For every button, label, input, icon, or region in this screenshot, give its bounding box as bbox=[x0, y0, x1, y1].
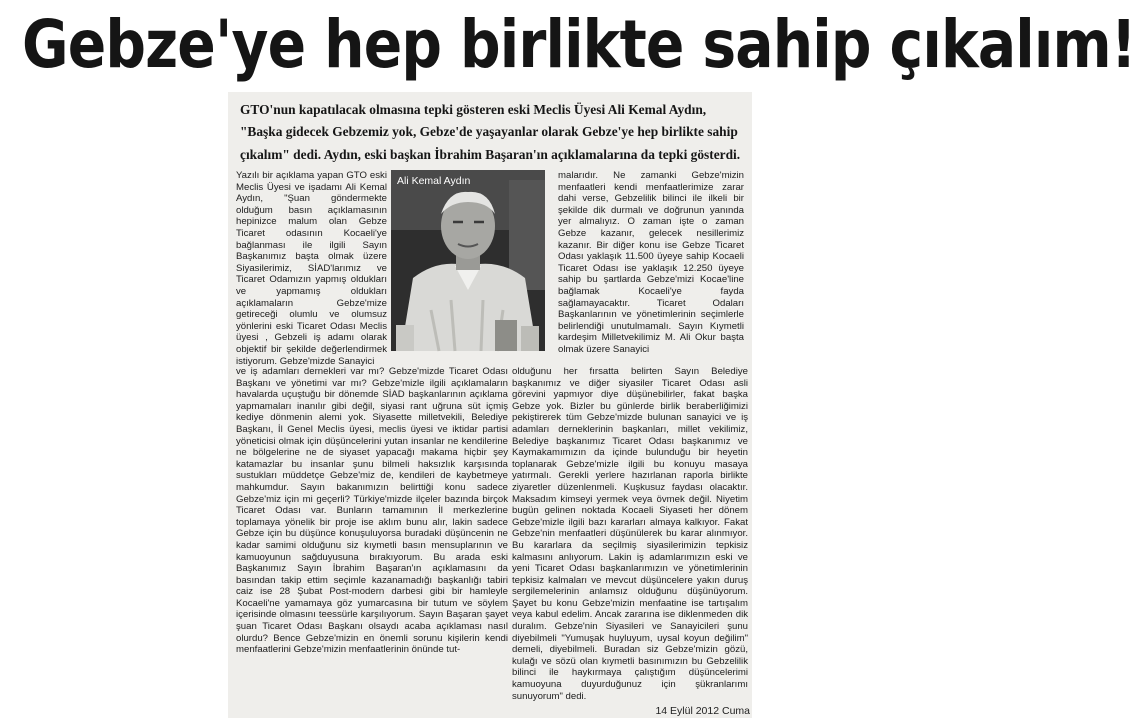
body-column-4: olduğunu her fırsatta belirten Sayın Belediye başkanımız ve diğer siyasiler Ticaret Odası asli görevini yapmıyor diye düşünebilirler, fakat başka Gebze yok. Bizler bu günlerde birlik beraberliğimizi pekiştirerek tüm Gebze'mizde bulunan sanayici ve iş adamları derneklerinin başkanları, millet vekilimiz, Belediye başkanımız Ticaret Odası başkanımız ve Kaymakamımızın da içinde bulunduğu bir heyetin toplanarak Gebze'mizle ilgili bu konuyu masaya yatırmalı. Gerekli yerlere hazırlanan raporla birlikte ziyaretler düzenlenmeli. Kuşkusuz faydası olacaktır. Maksadım kimseyi yermek veya övmek değil. Niyetim bugün gelinen noktada Kocaeli Siyaseti her dönem Gebze'mizle ilgili bazı kararları almaya kalkıyor. Fakat Gebze'nin menfaatleri düşünülerek bu karar alınmıyor. Bu kararlara da seçilmiş siyasilerimizin tepkisiz kalmasını anlıyorum. Lakin iş adamlarımızın eski ve yeni Ticaret Odası başkanlarımızın ve yönetimlerinin tepkisiz kalmaları ve mevcut düşüncelere yakın duruş sergilemelerinin anlamsız olduğunu düşünüyorum. Şayet bu konu Gebze'mizin menfaatine ise tartışalım veya kabul edelim. Ancak zararına ise diklenmeden dik duralım. Gebze'nin Siyasileri ve Sanayicileri şunu diyebilmeli "Yumuşak huyluyum, uysal koyun değilim" demeli, diyebilmeli. Buradan siz Gebze'mizin gözü, kulağı ve sözü olan kıymetli basınımızın bu Gebzelilik bilinci ile haykırmaya çalıştığım düşüncelerimi kamuoyuna duyurduğunuz için şükranlarımı sunuyorum" dedi. bbox=[512, 366, 748, 702]
body-column-1: Yazılı bir açıklama yapan GTO eski Meclis Üyesi ve işadamı Ali Kemal Aydın, "Şuan göndermekte olduğum basın açıklamasının hepinizce malum olan Gebze Ticaret odasının Kocaeli'ye bağlanması ile ilgili Sayın Başkanımız başta olmak üzere Siyasilerimiz, SİAD'larımız ve Ticaret Odamızın yapmış oldukları ve yapmamış oldukları açıklamaların Gebze'mize getireceği olumlu ve olumsuz yönlerini eski Ticaret Odası Meclis üyesi , Gebzeli iş adamı olarak objektif bir şekilde değerlendirmek istiyorum. Gebze'mizde Sanayici bbox=[236, 170, 387, 367]
lead-paragraph: GTO'nun kapatılacak olmasına tepki gösteren eski Meclis Üyesi Ali Kemal Aydın, "Başka gidecek Gebzemiz yok, Gebze'de yaşayanlar olarak Gebze'ye hep birlikte sahip çıkalım" dedi. Aydın, eski başkan İbrahim Başaran'ın açıklamalarına da tepki gösterdi. bbox=[240, 102, 741, 162]
headline: Gebze'ye hep birlikte sahip çıkalım! bbox=[22, 6, 1136, 83]
body-column-3: ve iş adamları dernekleri var mı? Gebze'mizde Ticaret Odası Başkanı ve yönetimi var mı? Gebze'mizle ilgili açıklamaların havalarda uçuştuğu bir dönemde SİAD başkanlarının açıklama yapmamaları inanılır gibi değil, siyasi rant uğruna süt içmiş kediye dönmenin alemi yok. Siyasette milletvekili, Belediye Başkanı, İl Genel Meclis üyesi, meclis üyesi ve iktidar partisi yöneticisi olmak için düşüncelerini yutan insanlar ne kendilerine ne bölgelerine ne de siyaset yapacağı makama hiçbir şey katamazlar bu insanlar şunu bilmeli haksızlık karşısında sustukları müddetçe Gebze'miz de, kendileri de kaybetmeye mahkumdur. Sayın bakanımızın belirttiği konu sadece Gebze'miz için mi geçerli? Türkiye'mizde ilçeler bazında birçok Ticaret Odası var. Bunların tamamının İl merkezlerine toplamaya yönelik bir proje ise aklım bunu alır, lakin sadece Gebze için bu düşünce konuşuluyorsa buradaki düşüncenin ne kadar samimi olduğunu siz kıymetli basın mensuplarının ve kamuoyunun sağduyusuna bırakıyorum. Bu arada eski Başkanımız Sayın İbrahim Başaran'ın açıklamasını da basından takip ettim seçimle kazanamadığı başkanlığı tabiri caiz ise 28 Şubat Post-modern darbesi gibi bir hamleyle Kocaeli'ne yamamaya göz yumarcasına bir tutum ve söylem içerisinde olmasını teessürle karşılıyorum. Sayın Başaran şayet şuan Ticaret Odası Başkanı olsaydı acaba açıklaması nasıl olurdu? Bence Gebze'mizin en önemli sorunu kişilerin kendi menfaatlerini Gebze'mizin menfaatlerinin önünde tut- bbox=[236, 366, 508, 656]
body-column-2: malarıdır. Ne zamanki Gebze'mizin menfaatleri kendi menfaatlerimize zarar dahi verse, Gebzelilik bilinci ile ilkeli bir şekilde dik durmalı ve doğrunun yanında yer almalıyız. O zaman işte o zaman Gebze kazanır, gelecek nesillerimiz kazanır. Bir diğer konu ise Gebze Ticaret Odası yaklaşık 11.500 üyeye sahip Kocaeli Ticaret Odası ise yaklaşık 12.250 üyeye sahip bu şartlarda Gebze'mizi Kocae'line bağlamak Kocaeli'ye fayda sağlamayacaktır. Ticaret Odaları Başkanlarının ve yönetimlerinin seçimlerle belirlendiği unutulmamalı. Sayın Kıymetli kardeşim Milletvekilimiz M. Ali Okur başta olmak üzere Sanayici bbox=[558, 170, 744, 355]
portrait-photo bbox=[391, 170, 545, 351]
portrait-illustration bbox=[391, 170, 545, 351]
photo-caption: Ali Kemal Aydın bbox=[397, 175, 471, 187]
publication-date: 14 Eylül 2012 Cuma bbox=[655, 705, 750, 717]
